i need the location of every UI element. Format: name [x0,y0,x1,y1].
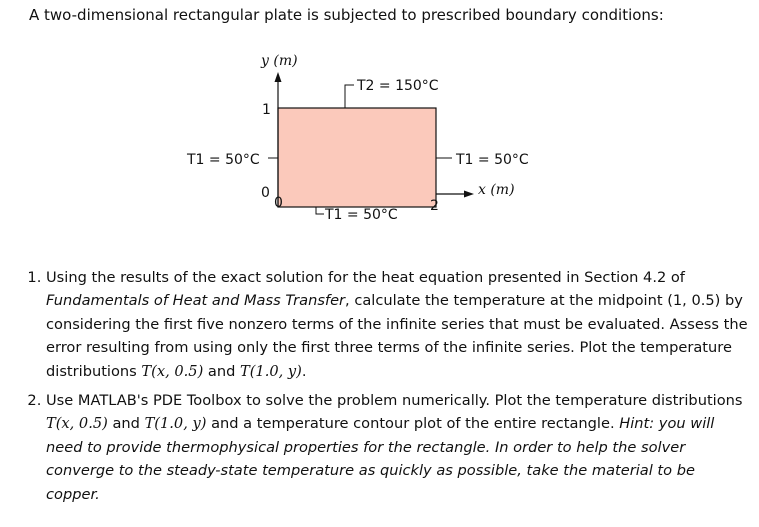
right-bc-label: T1 = 50°C [456,152,529,168]
y-axis-label: y (m) [261,53,298,69]
plate-rectangle [278,108,436,207]
y-axis-arrow [275,72,282,82]
intro-text: A two-dimensional rectangular plate is subjected to prescribed boundary conditions: [29,6,664,24]
problem-1-end: . [301,362,307,380]
problem-1-expr-2: T(1.0, y) [240,362,302,380]
y-tick-0: 0 [261,185,270,201]
problem-2-hint: Hint: you will need to provide thermophysical properties for the rectangle. In order to help the solver converge to the steady-state temperature as quickly as possible, take the material to be copper. [46,415,715,503]
bottom-bc-label: T1 = 50°C [325,207,398,223]
problem-2-expr-1: T(x, 0.5) [46,415,108,433]
top-bc-leader [345,85,354,108]
problem-2-and: and [107,415,145,433]
x-axis-arrow [464,191,474,198]
problem-1-text-b: , calculate the temperature at the midpoint (1, 0.5) by considering the first five nonzero terms of the infinite series that must be evaluated. Assess the error resulting from using only the first three terms of the infinite series. Plot the temperature distributions [46,292,748,380]
y-tick-1: 1 [262,102,271,118]
x-axis-label: x (m) [478,182,515,198]
x-tick-2: 2 [430,198,439,214]
top-bc-label: T2 = 150°C [357,78,439,94]
problem-2 [46,389,752,506]
problem-1-text-a: Using the results of the exact solution for the heat equation presented in Section 4.2 of [46,269,685,286]
left-bc-label: T1 = 50°C [187,152,260,168]
problem-2-expr-2: T(1.0, y) [144,415,207,433]
problem-list [22,266,752,512]
x-tick-0: 0 [274,195,283,211]
problem-1-and: and [203,362,240,380]
problem-2-text-a: Use MATLAB's PDE Toolbox to solve the problem numerically. Plot the temperature distributions [46,392,743,410]
bottom-bc-leader [316,207,324,214]
problem-1-expr-1: T(x, 0.5) [141,362,204,380]
problem-2-text-b: and a temperature contour plot of the entire rectangle. [206,415,615,433]
plate-figure [0,0,759,262]
problem-1 [46,266,752,383]
book-title: Fundamentals of Heat and Mass Transfer [46,292,346,310]
